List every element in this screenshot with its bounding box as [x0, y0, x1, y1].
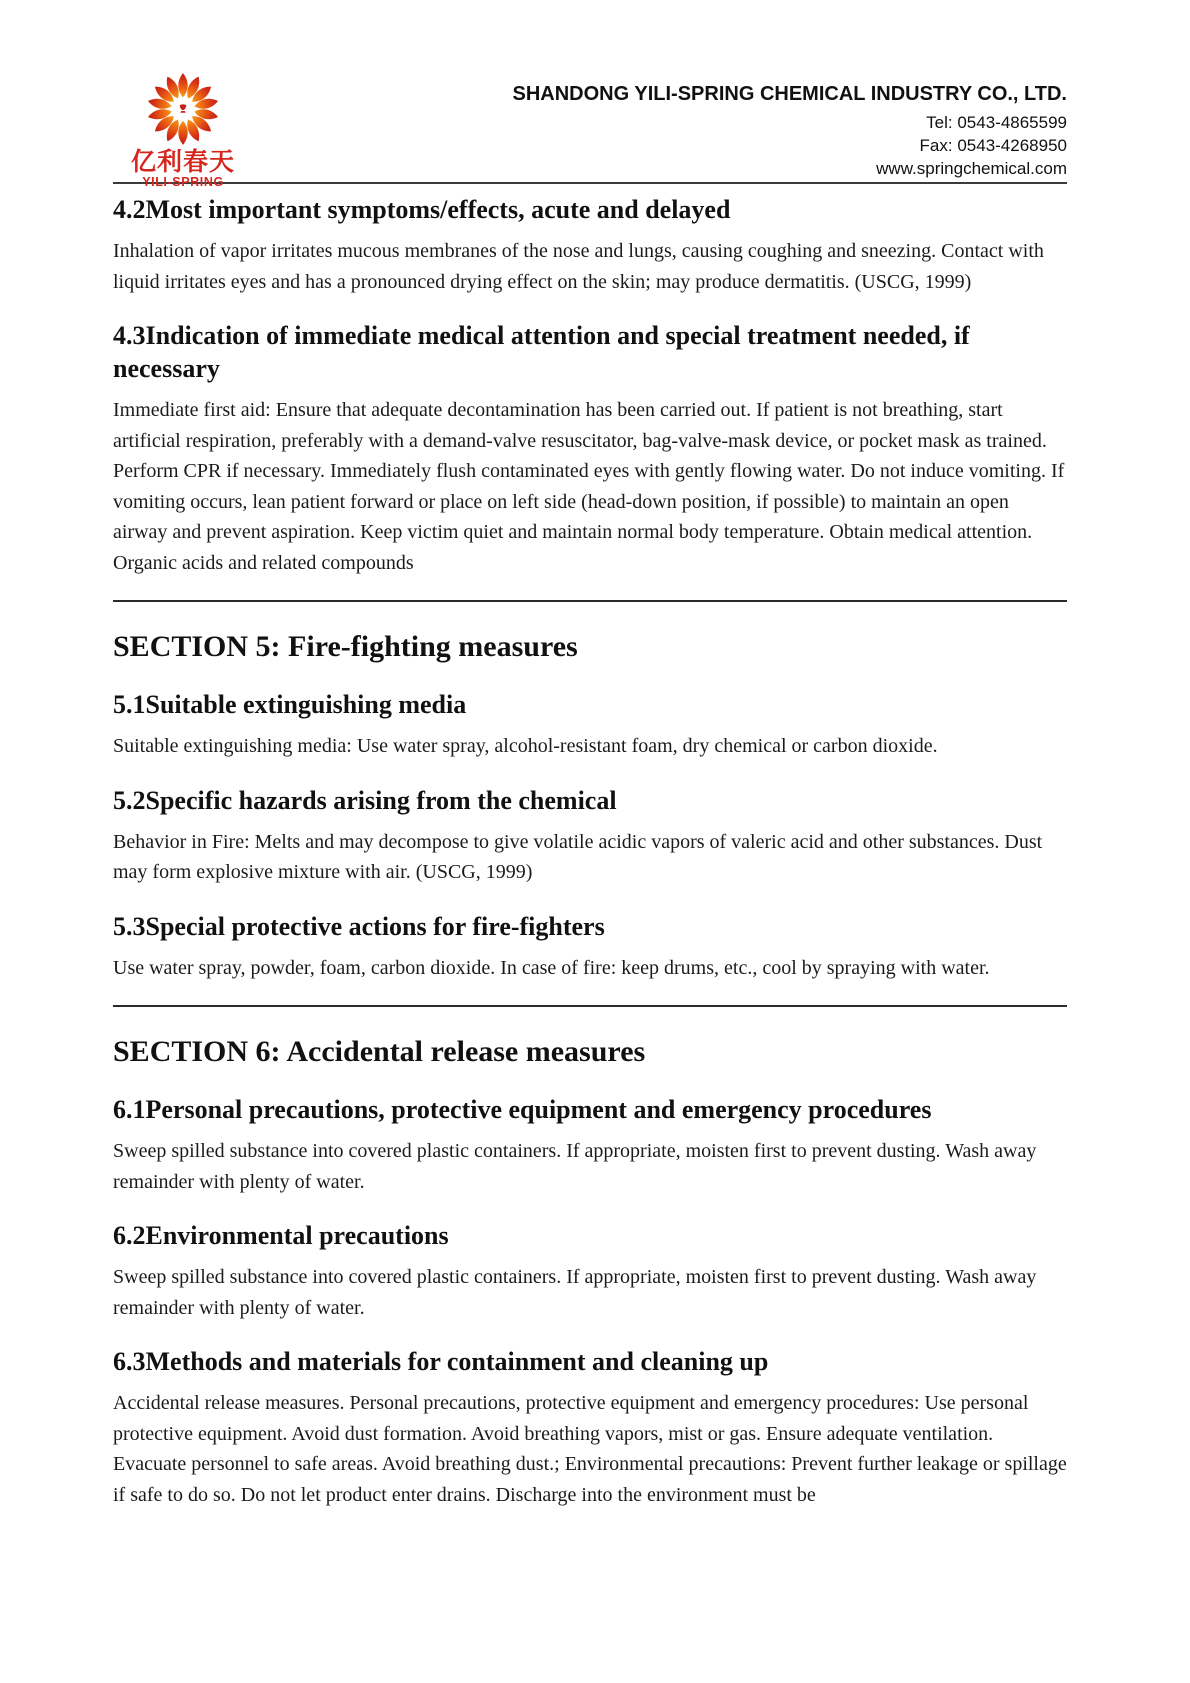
heading-5-3: 5.3Special protective actions for fire-fighters [113, 911, 605, 941]
paragraph-5-3: Use water spray, powder, foam, carbon dioxide. In case of fire: keep drums, etc., cool by spraying with water. [113, 956, 990, 979]
heading-section-5: SECTION 5: Fire-fighting measures [113, 630, 578, 663]
heading-4-3: 4.3Indication of immediate medical attention and special treatment needed, if necessary [113, 321, 970, 383]
company-name: SHANDONG YILI-SPRING CHEMICAL INDUSTRY CO., LTD. [512, 83, 1067, 105]
paragraph-6-2: Sweep spilled substance into covered plastic containers. If appropriate, moisten first to prevent dusting. Wash away remainder with plenty of water. [113, 1266, 1037, 1319]
paragraph-4-3: Immediate first aid: Ensure that adequate decontamination has been carried out. If patient is not breathing, start artificial respiration, preferably with a demand-valve resuscitator, bag-valve-mask device, or pocket mask as trained. Perform CPR if necessary. Immediately flush contaminated eyes with gently flowing water. Do not induce vomiting. If vomiting occurs, lean patient forward or place on left side (head-down position, if possible) to maintain an open airway and prevent aspiration. Keep victim quiet and maintain normal body temperature. Obtain medical attention. Organic acids and related compounds [113, 399, 1065, 574]
page-header [113, 0, 1067, 189]
flower-sunburst-logo-icon [127, 70, 239, 148]
heading-5-1: 5.1Suitable extinguishing media [113, 690, 467, 719]
heading-4-2: 4.2Most important symptoms/effects, acute and delayed [113, 195, 731, 224]
document-body [113, 193, 1067, 1510]
heading-section-6: SECTION 6: Accidental release measures [113, 1035, 646, 1068]
paragraph-5-1: Suitable extinguishing media: Use water spray, alcohol-resistant foam, dry chemical or carbon dioxide. [113, 735, 938, 757]
heading-5-2: 5.2Specific hazards arising from the chemical [113, 785, 617, 815]
logo-chinese-name: 亿利春天 [130, 147, 235, 176]
paragraph-6-3: Accidental release measures. Personal precautions, protective equipment and emergency procedures: Use personal protective equipment. Avoid dust formation. Avoid breathing vapors, mist or gas. Ensure adequate ventilation. Evacuate personnel to safe areas. Avoid breathing dust.; Environmental precautions: Prevent further leakage or spillage if safe to do so. Do not let product enter drains. Discharge into the environment must be [113, 1392, 1067, 1506]
heading-6-3: 6.3Methods and materials for containment and cleaning up [113, 1347, 769, 1376]
paragraph-4-2: Inhalation of vapor irritates mucous membranes of the nose and lungs, causing coughing and sneezing. Contact with liquid irritates eyes and has a pronounced drying effect on the skin; may produce dermatitis. (USCG, 1999) [113, 240, 1044, 293]
section-divider [113, 1005, 1067, 1007]
paragraph-6-1: Sweep spilled substance into covered plastic containers. If appropriate, moisten first to prevent dusting. Wash away remainder with plenty of water. [113, 1140, 1037, 1193]
paragraph-5-2: Behavior in Fire: Melts and may decompose to give volatile acidic vapors of valeric acid and other substances. Dust may form explosive mixture with air. (USCG, 1999) [113, 830, 1043, 883]
section-divider [113, 600, 1067, 602]
header-company-info [513, 82, 1067, 180]
company-fax: Fax: 0543-4268950 [919, 136, 1067, 155]
heading-6-1: 6.1Personal precautions, protective equipment and emergency procedures [113, 1095, 932, 1124]
company-tel: Tel: 0543-4865599 [926, 113, 1067, 132]
company-website: www.springchemical.com [876, 159, 1067, 178]
company-logo [127, 70, 239, 189]
heading-6-2: 6.2Environmental precautions [113, 1221, 449, 1250]
logo-english-name: YILI-SPRING [142, 175, 224, 189]
